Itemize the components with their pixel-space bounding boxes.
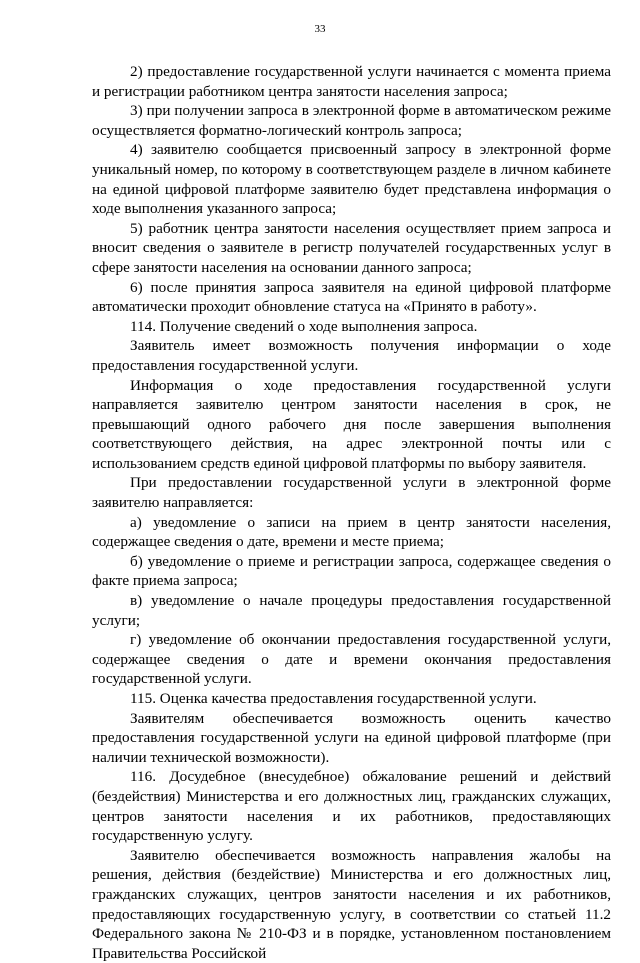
section-115-heading: 115. Оценка качества предоставления государственной услуги.: [130, 690, 537, 707]
page-number: 33: [314, 23, 326, 35]
notification-item-b: б) уведомление о приеме и регистрации запроса, содержащее сведения о факте приема запроса;: [92, 552, 611, 590]
paragraph-item-4: 4) заявителю сообщается присвоенный запросу в электронной форме уникальный номер, по которому в соответствующем разделе в личном кабинете на единой цифровой платформе заявителю будет представлена информация о ходе выполнения указанного запроса;: [92, 141, 611, 218]
paragraph-applicant-right: Заявитель имеет возможность получения информации о ходе предоставления государственной услуги.: [92, 337, 611, 374]
paragraph-item-2: 2) предоставление государственной услуги начинается с момента приема и регистрации работником центра занятости населения запроса;: [92, 63, 611, 100]
paragraph-complaint: Заявителю обеспечивается возможность направления жалобы на решения, действия (бездействие) Министерства и его должностных лиц, гражданских служащих, центров занятости населения и их работников, предоставляющих государственную услугу, в соответствии со статьей 11.2 Федерального закона № 210-ФЗ и в порядке, установленном постановлением Правительства Российской: [92, 846, 611, 962]
paragraph-item-3: 3) при получении запроса в электронной форме в автоматическом режиме осуществляется форматно-логический контроль запроса;: [92, 102, 611, 139]
paragraph-progress-info: Информация о ходе предоставления государственной услуги направляется заявителю центром занятости населения в срок, не превышающий одного рабочего дня после завершения выполнения соответствующего действия, на адрес электронной почты или с использованием средств единой цифровой платформы по выбору заявителя.: [92, 376, 611, 472]
section-116-heading: 116. Досудебное (внесудебное) обжалование решений и действий (бездействия) Министерства и его должностных лиц, гражданских служащих, центров занятости населения и их работников, предоставляющих государственную услугу.: [92, 768, 611, 845]
paragraph-notifications-intro: При предоставлении государственной услуги в электронной форме заявителю направляется:: [92, 474, 611, 512]
notification-item-g: г) уведомление об окончании предоставления государственной услуги, содержащее сведения о дате и времени окончания предоставления государственной услуги.: [92, 631, 611, 688]
section-114-heading: 114. Получение сведений о ходе выполнения запроса.: [130, 317, 478, 335]
paragraph-item-5: 5) работник центра занятости населения осуществляет прием запроса и вносит сведения о заявителе в регистр получателей государственных услуг в сфере занятости населения на основании данного запроса;: [92, 219, 611, 276]
notification-item-a: а) уведомление о записи на прием в центр занятости населения, содержащее сведения о дате, времени и месте приема;: [92, 513, 611, 551]
notification-item-v: в) уведомление о начале процедуры предоставления государственной услуги;: [92, 592, 611, 629]
paragraph-quality-assessment: Заявителям обеспечивается возможность оценить качество предоставления государственной услуги на единой цифровой платформе (при наличии технической возможности).: [92, 709, 611, 766]
paragraph-item-6: 6) после принятия запроса заявителя на единой цифровой платформе автоматически проходит обновление статуса на «Принято в работу».: [92, 278, 611, 316]
document-body: [92, 62, 611, 963]
